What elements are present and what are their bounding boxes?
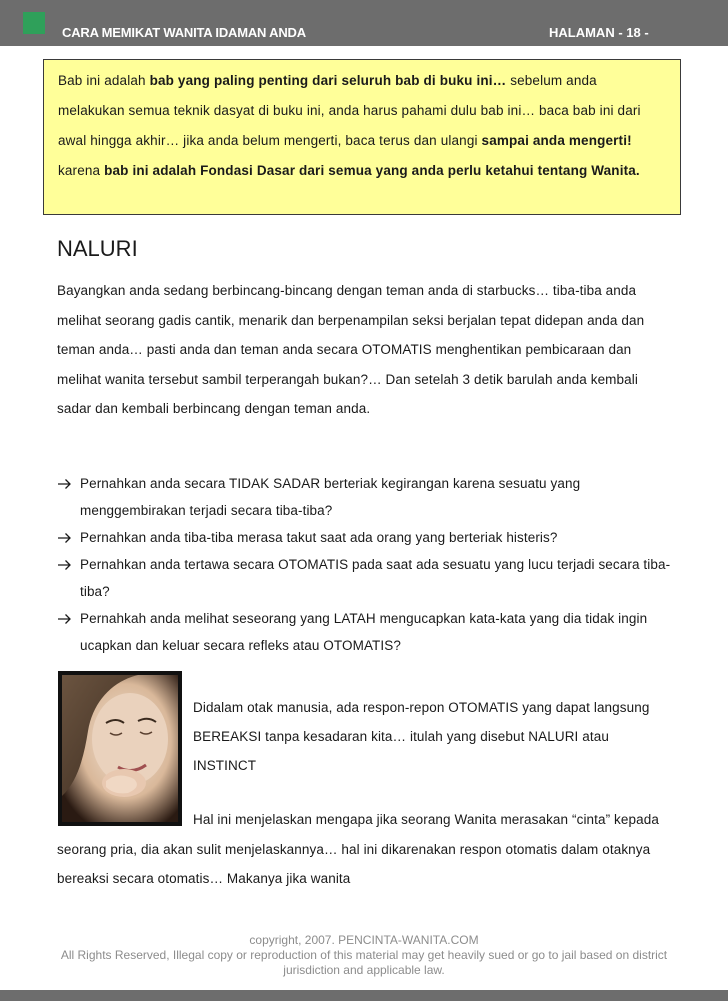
list-item-text: Pernahkan anda secara TIDAK SADAR berteriak kegirangan karena sesuatu yang menggembirakan terjadi secara tiba-tiba? xyxy=(80,476,581,518)
list-item-text: Pernahkah anda melihat seseorang yang LATAH mengucapkan kata-kata yang dia tidak ingin ucapkan dan keluar secara refleks atau OTOMATIS? xyxy=(80,611,648,653)
body-paragraph: Bayangkan anda sedang berbincang-bincang dengan teman anda di starbucks… tiba-tiba anda melihat seorang gadis cantik, menarik dan berpenampilan seksi berjalan tepat didepan anda dan teman anda… pasti anda dan teman anda secara OTOMATIS menghentikan pembicaraan dan melihat wanita tersebut sambil terperangah bukan?… Dan setelah 3 detik barulah anda kembali sadar dan kembali berbincang dengan teman anda. xyxy=(57,283,645,417)
list-item-text: Pernahkan anda tiba-tiba merasa takut saat ada orang yang berteriak histeris? xyxy=(80,530,558,545)
header-bar xyxy=(0,0,728,46)
footer-copyright: copyright, 2007. PENCINTA-WANITA.COM xyxy=(249,933,479,947)
arrow-right-icon xyxy=(57,470,75,506)
callout-bold-text: sampai anda mengerti! xyxy=(481,133,632,148)
section-title: NALURI xyxy=(57,236,138,261)
callout-text: karena xyxy=(58,163,105,178)
footer xyxy=(40,933,688,978)
list-item-text: Pernahkan anda tertawa secara OTOMATIS pada saat ada sesuatu yang lucu terjadi secara tiba-tiba? xyxy=(80,557,671,599)
footer-bar xyxy=(0,990,728,1001)
list-item xyxy=(57,605,677,659)
list-item xyxy=(57,470,677,524)
callout-box xyxy=(43,59,681,215)
continued-text xyxy=(57,805,677,894)
continued-text-content: Hal ini menjelaskan mengapa jika seorang Wanita merasakan “cinta” kepada seorang pria, dia akan sulit menjelaskannya… hal ini dikarenakan respon otomatis dalam otaknya bereaksi secara otomatis… Makanya jika wanita xyxy=(57,812,659,887)
list-item xyxy=(57,551,677,605)
header-square-icon xyxy=(23,12,45,34)
arrow-right-icon xyxy=(57,551,75,587)
callout-text: Bab ini adalah xyxy=(58,73,150,88)
callout-bold-text: bab yang paling penting dari seluruh bab di buku ini… xyxy=(149,73,507,88)
photo-side-text: Didalam otak manusia, ada respon-repon OTOMATIS yang dapat langsung BEREAKSI tanpa kesadaran kita… itulah yang disebut NALURI atau INSTINCT xyxy=(193,700,650,773)
list-item xyxy=(57,524,677,551)
arrow-right-icon xyxy=(57,605,75,641)
callout-bold-text: bab ini adalah Fondasi Dasar dari semua yang anda perlu ketahui tentang Wanita. xyxy=(104,163,640,178)
callout-text: sebelum anda melakukan semua teknik dasyat di buku ini, anda harus pahami dulu bab ini… baca bab ini dari awal hingga akhir… jika anda belum mengerti, baca terus dan ulangi xyxy=(58,73,641,148)
page-number: HALAMAN - 18 - xyxy=(549,25,649,40)
bullet-list xyxy=(57,470,677,659)
woman-photo xyxy=(58,671,182,826)
footer-rights: All Rights Reserved, Illegal copy or reproduction of this material may get heavily sued or go to jail based on district jurisdiction and applicable law. xyxy=(60,948,668,977)
document-title: CARA MEMIKAT WANITA IDAMAN ANDA xyxy=(62,25,306,40)
